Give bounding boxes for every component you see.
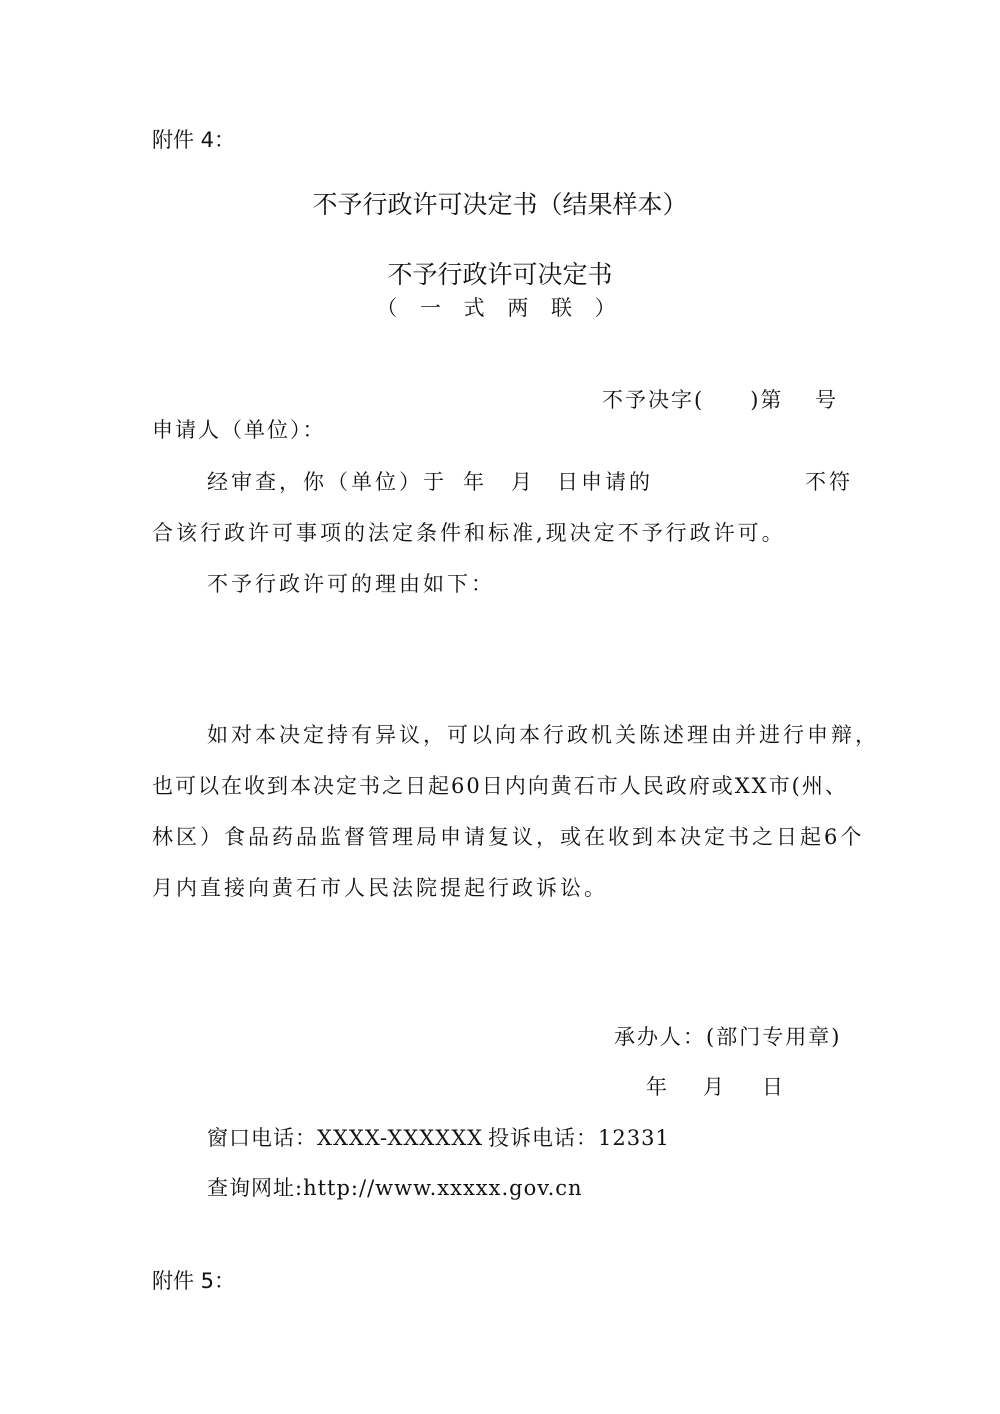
sample-title: 不予行政许可决定书（结果样本） (312, 190, 688, 219)
decision-month: 月 (511, 470, 535, 494)
decision-year: 年 (463, 470, 487, 494)
appeal-line-3: 林区）食品药品监督管理局申请复议，或在收到本决定书之日起6个 (152, 825, 865, 849)
document-title: 不予行政许可决定书 (387, 260, 613, 289)
reason-intro: 不予行政许可的理由如下： (207, 572, 495, 596)
appeal-line-4: 月内直接向黄石市人民法院提起行政诉讼。 (152, 876, 608, 900)
sign-date-day: 日 (762, 1075, 786, 1099)
decision-day: 日申请的 (557, 470, 653, 494)
appeal-line-2: 也可以在收到本决定书之日起60日内向黄石市人民政府或XX市(州、 (152, 774, 848, 798)
query-url: 查询网址:http://www.xxxxx.gov.cn (207, 1176, 583, 1200)
sign-date-month: 月 (703, 1075, 727, 1099)
applicant-label: 申请人（单位）： (152, 418, 326, 442)
decision-text-start: 经审查，你（单位）于 (207, 470, 447, 494)
document-copies-note: （ 一 式 两 联 ） (376, 296, 624, 320)
attachment-5-label: 附件 5： (152, 1269, 236, 1293)
attachment-4-label: 附件 4： (152, 128, 236, 152)
window-phone: 窗口电话：XXXX-XXXXXX (207, 1126, 484, 1150)
document-number: 不予决字( )第 号 (602, 388, 839, 412)
sign-date-year: 年 (646, 1075, 670, 1099)
complaint-phone: 投诉电话：12331 (488, 1126, 670, 1150)
handler-seal-label: 承办人：(部门专用章) (614, 1025, 842, 1049)
decision-text-line2: 合该行政许可事项的法定条件和标准,现决定不予行政许可。 (152, 521, 786, 545)
appeal-line-1: 如对本决定持有异议，可以向本行政机关陈述理由并进行申辩， (207, 723, 879, 747)
decision-text-end: 不符 (805, 470, 853, 494)
